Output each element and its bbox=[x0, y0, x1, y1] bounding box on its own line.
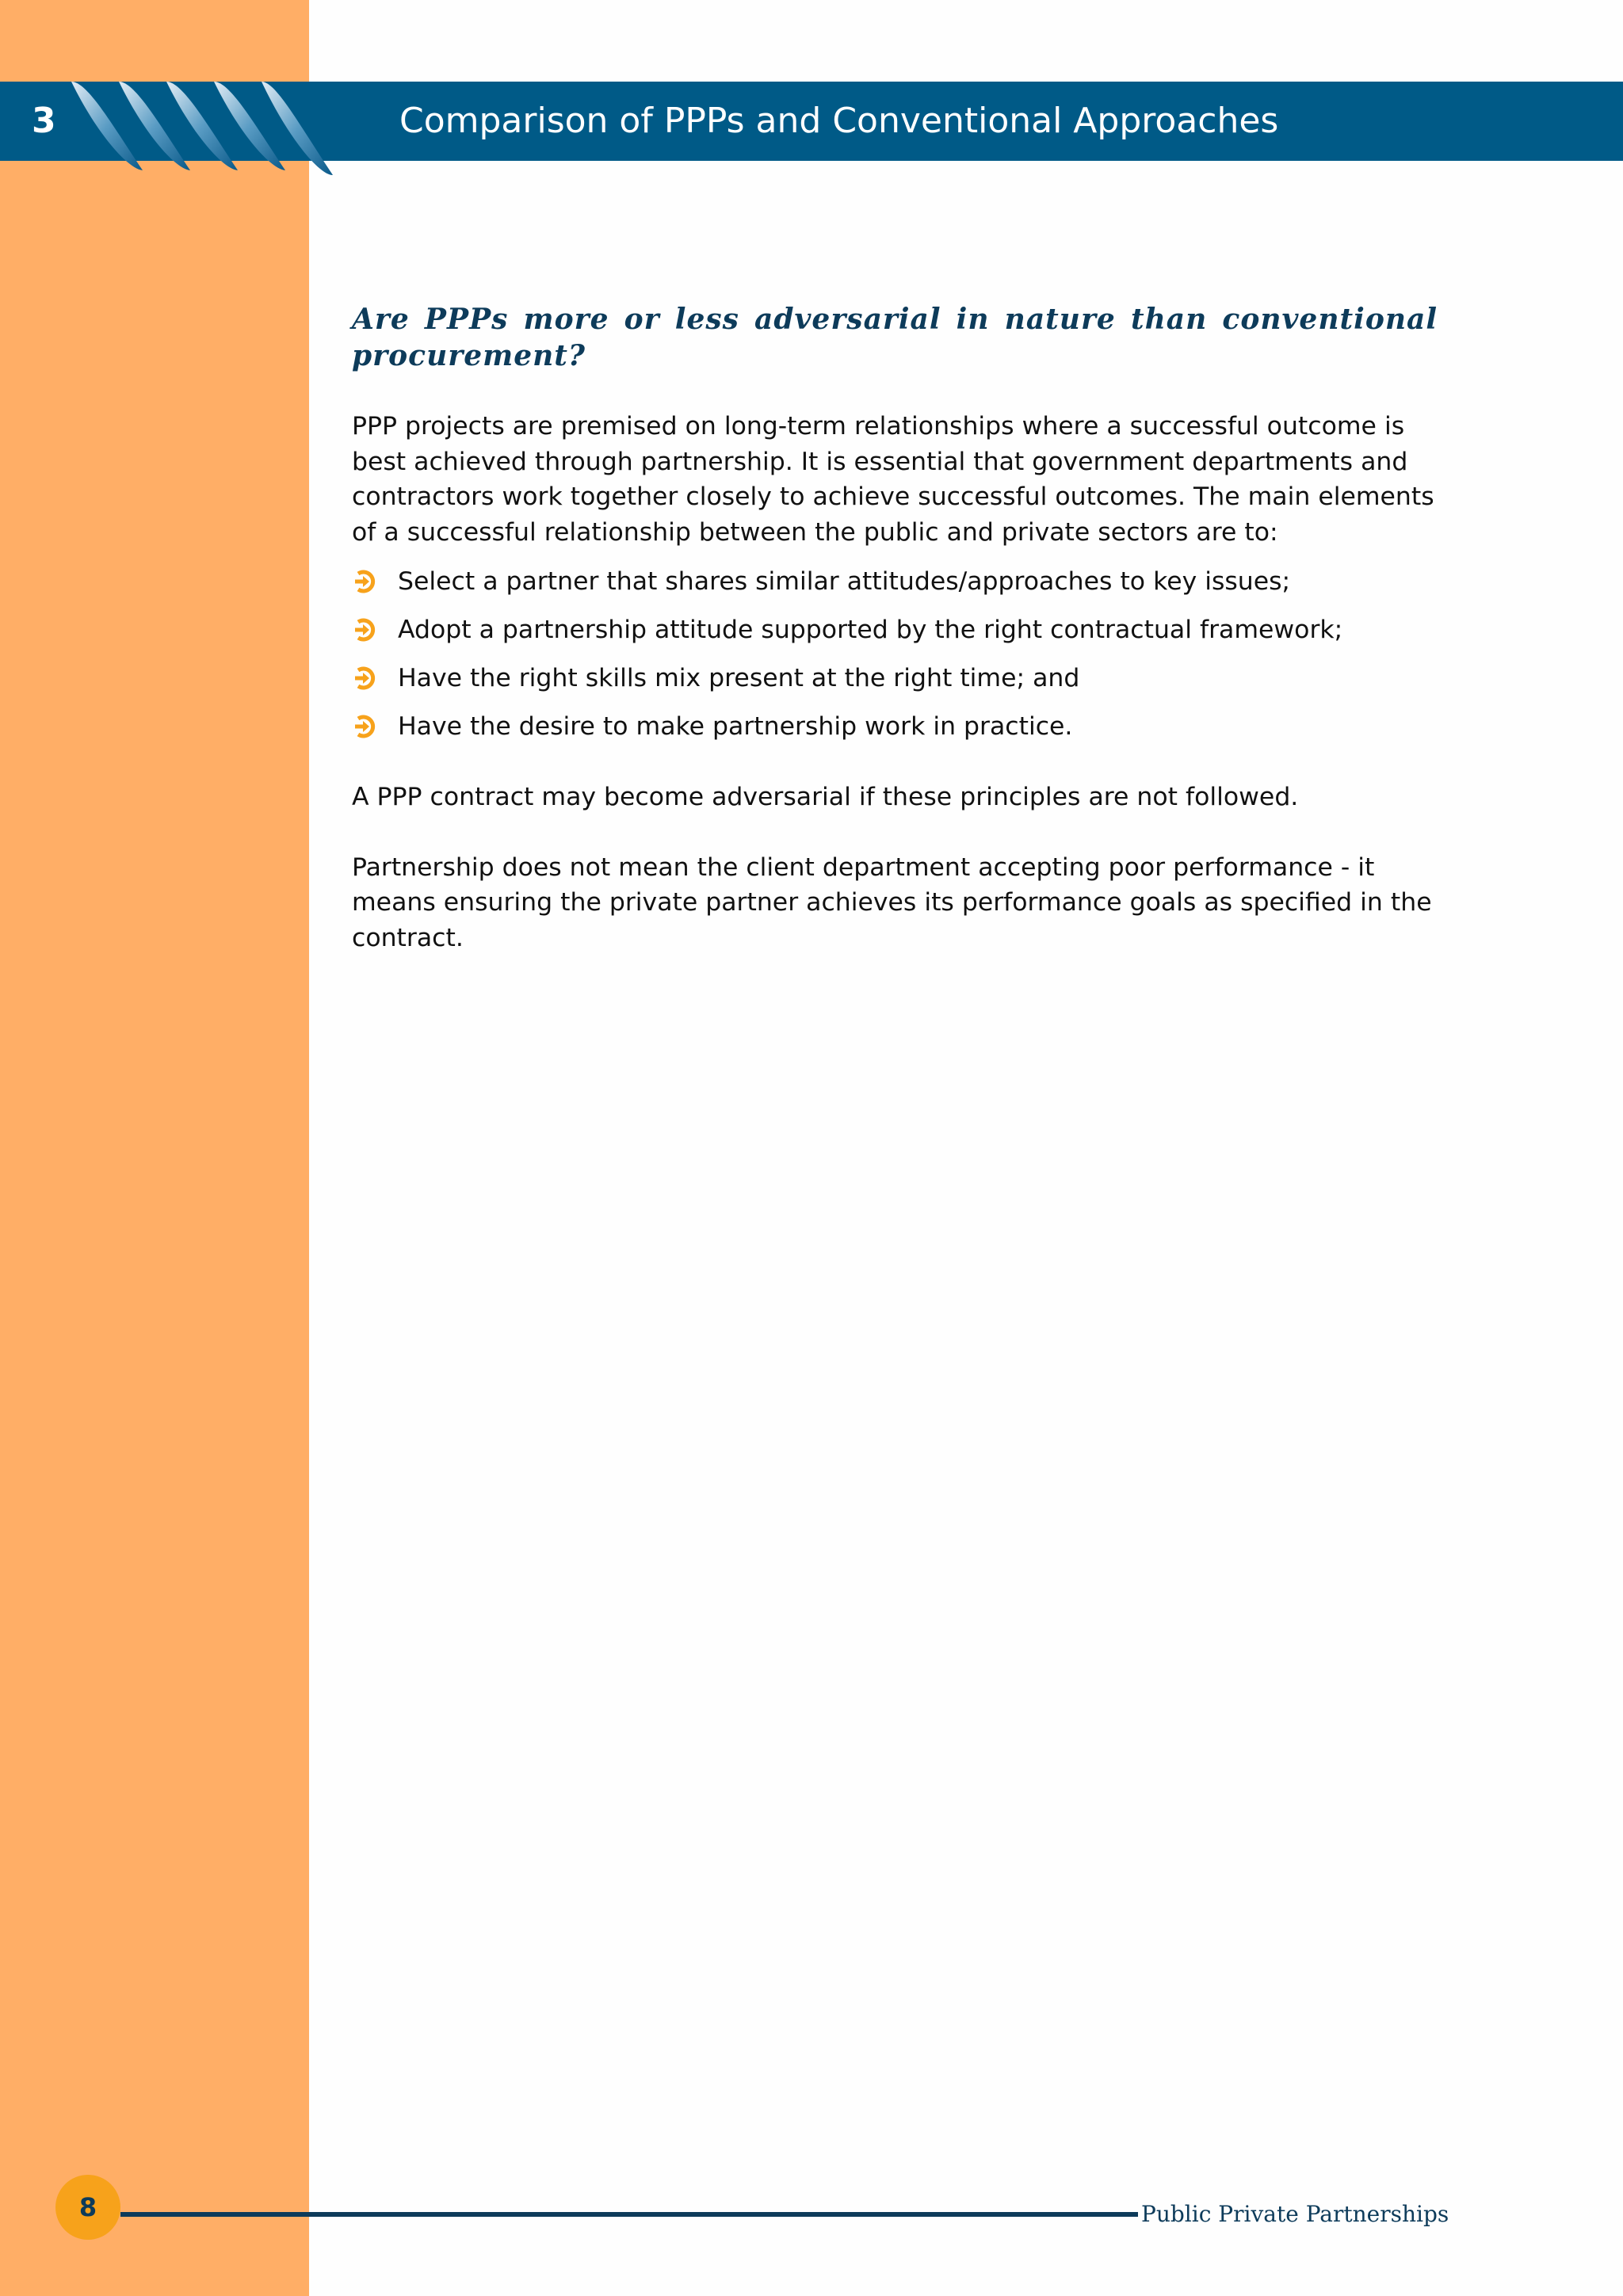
swoosh-decoration-icon bbox=[63, 75, 365, 186]
arrow-right-icon bbox=[353, 712, 377, 741]
arrow-right-icon bbox=[353, 616, 377, 644]
bullet-text: Adopt a partnership attitude supported by the right contractual framework; bbox=[398, 616, 1343, 644]
list-item bbox=[352, 564, 1438, 600]
bullet-text: Have the right skills mix present at the right time; and bbox=[398, 664, 1080, 692]
publication-title: Public Private Partnerships bbox=[1141, 2201, 1449, 2227]
side-band bbox=[0, 0, 309, 2296]
list-item bbox=[352, 709, 1438, 745]
chapter-title: Comparison of PPPs and Conventional Approaches bbox=[399, 101, 1279, 141]
list-item bbox=[352, 661, 1438, 696]
arrow-right-icon bbox=[353, 664, 377, 692]
paragraph-adversarial: A PPP contract may become adversarial if these principles are not followed. bbox=[352, 783, 1299, 811]
section-heading: Are PPPs more or less adversarial in nature than conventional procurement? bbox=[352, 303, 1438, 372]
footer-rule bbox=[120, 2212, 1138, 2217]
list-item bbox=[352, 612, 1438, 648]
arrow-right-icon bbox=[353, 567, 377, 596]
bullet-list bbox=[352, 564, 1438, 745]
paragraph-partnership: Partnership does not mean the client department accepting poor performance - it means ensuring the private partner achieves its performance goals as specified in the contract. bbox=[352, 852, 1432, 952]
page-number: 8 bbox=[55, 2175, 120, 2240]
bullet-text: Have the desire to make partnership work in practice. bbox=[398, 712, 1073, 741]
chapter-number: 3 bbox=[32, 101, 56, 141]
main-content bbox=[352, 301, 1438, 955]
intro-paragraph: PPP projects are premised on long-term relationships where a successful outcome is best achieved through partnership. It is essential that government departments and contractors work together closely to achieve successful outcomes. The main elements of a successful relationship between the public and private sectors are to: bbox=[352, 412, 1434, 547]
bullet-text: Select a partner that shares similar attitudes/approaches to key issues; bbox=[398, 567, 1291, 596]
